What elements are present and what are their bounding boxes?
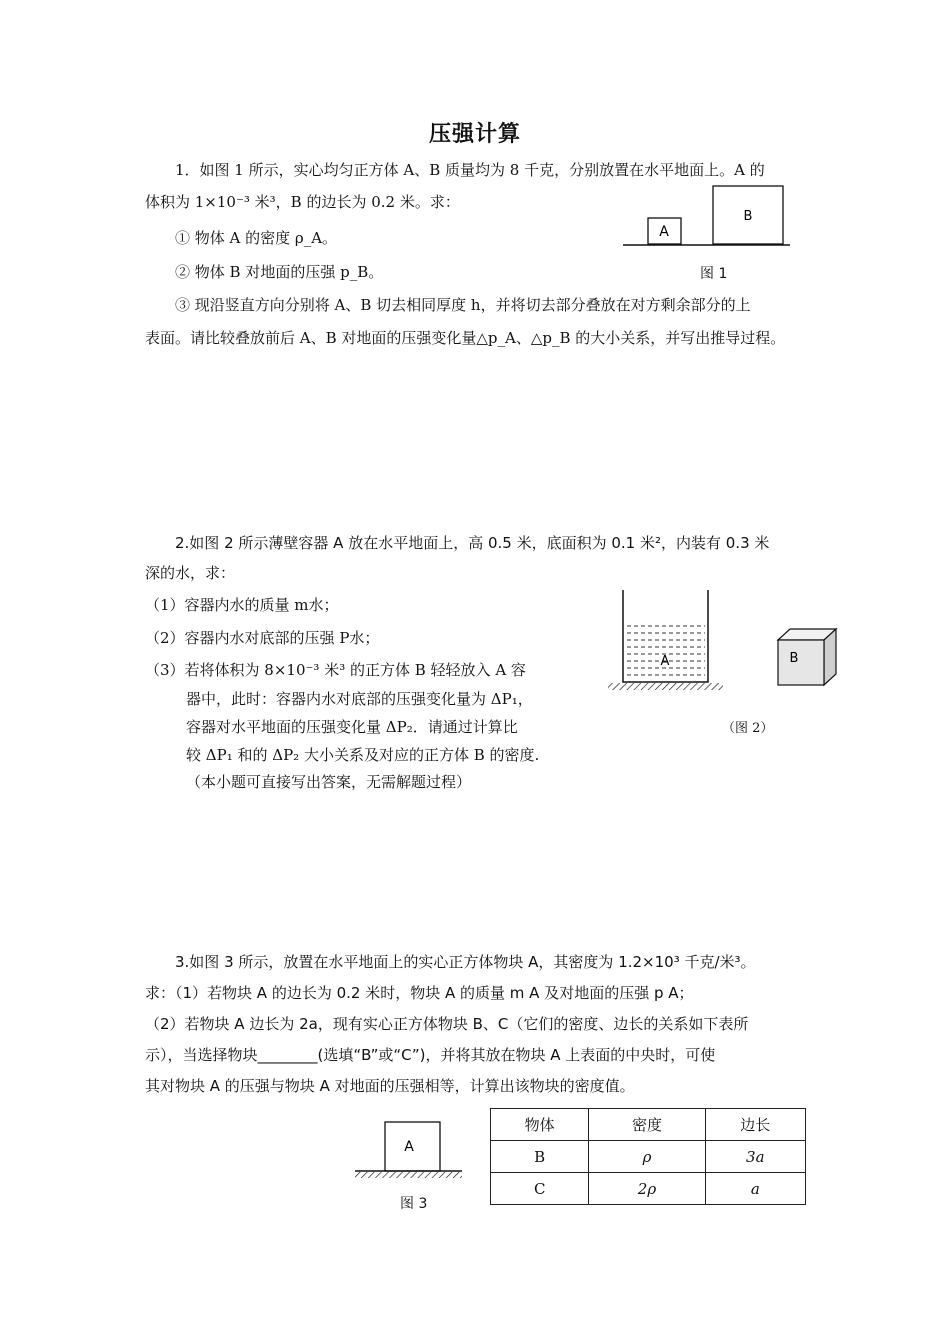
cube-b: [778, 629, 836, 685]
table-cell: 2ρ: [589, 1173, 705, 1205]
table-header-cell: 密度: [589, 1109, 705, 1141]
q3-line-1: 3.如图 3 所示，放置在水平地面上的实心正方体物块 A，其密度为 1.2×10³ 千克/米³。: [175, 953, 756, 971]
q1-item-3a: ③ 现沿竖直方向分别将 A、B 切去相同厚度 h，并将切去部分叠放在对方剩余部分的上: [175, 296, 751, 314]
q2-item-3b: 器中，此时：容器内水对底部的压强变化量为 ΔP₁，: [186, 690, 533, 708]
figure-1: [618, 178, 798, 258]
container-a-label: A: [660, 654, 670, 669]
q1-line-2: 体积为 1×10⁻³ 米³，B 的边长为 0.2 米。求：: [145, 193, 460, 211]
table-header-row: [491, 1109, 806, 1141]
ground-hatch: [608, 683, 723, 690]
q3-line-3: （2）若物块 A 边长为 2a，现有实心正方体物块 B、C（它们的密度、边长的关系如下表所: [145, 1015, 749, 1033]
table-row: [491, 1173, 806, 1205]
table-cell: B: [491, 1141, 589, 1173]
block-b-label: B: [743, 209, 753, 224]
ground-hatch: [355, 1172, 462, 1178]
figure-3: [350, 1118, 465, 1186]
table-cell: C: [491, 1173, 589, 1205]
property-table: [490, 1108, 806, 1205]
q2-item-2: （2）容器内水对底部的压强 P水；: [145, 629, 380, 647]
q1-item-1: ① 物体 A 的密度 ρ_A。: [175, 229, 338, 247]
table-header-cell: 边长: [705, 1109, 805, 1141]
q2-item-3d: 较 ΔP₁ 和的 ΔP₂ 大小关系及对应的正方体 B 的密度.: [186, 746, 540, 764]
block-a-label: A: [659, 224, 669, 240]
page-title: 压强计算: [428, 122, 521, 147]
q3-line-2: 求：（1）若物块 A 的边长为 0.2 米时，物块 A 的质量 m A 及对地面的压强 p A；: [145, 984, 694, 1002]
figure-1-caption: 图 1: [700, 266, 728, 282]
q2-line-2: 深的水，求：: [145, 564, 236, 582]
table-row: [491, 1141, 806, 1173]
q2-item-3a: （3）若将体积为 8×10⁻³ 米³ 的正方体 B 轻轻放入 A 容: [145, 661, 526, 679]
table-cell: a: [705, 1173, 805, 1205]
figure-3-caption: 图 3: [400, 1196, 428, 1212]
figure-2: [603, 586, 843, 696]
q1-item-3b: 表面。请比较叠放前后 A、B 对地面的压强变化量△p_A、△p_B 的大小关系，并写出推导过程。: [145, 329, 786, 347]
q2-line-1: 2.如图 2 所示薄壁容器 A 放在水平地面上，高 0.5 米，底面积为 0.1 米²，内装有 0.3 米: [175, 534, 770, 552]
q2-note: （本小题可直接写出答案，无需解题过程）: [186, 773, 472, 791]
table-cell: ρ: [589, 1141, 705, 1173]
q3-line-4: 示），当选择物块________(选填“B”或“C”)，并将其放在物块 A 上表面的中央时，可使: [145, 1046, 716, 1064]
table-header-cell: 物体: [491, 1109, 589, 1141]
q1-line-1: 1．如图 1 所示，实心均匀正方体 A、B 质量均为 8 千克，分别放置在水平地面上。A 的: [175, 161, 765, 179]
cube-b-label: B: [789, 651, 799, 666]
q2-item-1: （1）容器内水的质量 m水；: [145, 596, 339, 614]
q2-item-3c: 容器对水平地面的压强变化量 ΔP₂．请通过计算比: [186, 718, 518, 736]
q3-line-5: 其对物块 A 的压强与物块 A 对地面的压强相等，计算出该物块的密度值。: [145, 1077, 635, 1095]
figure-2-caption: （图 2）: [722, 721, 774, 736]
table-cell: 3a: [705, 1141, 805, 1173]
q1-item-2: ② 物体 B 对地面的压强 p_B。: [175, 263, 384, 281]
block-a-label: A: [404, 1139, 414, 1155]
